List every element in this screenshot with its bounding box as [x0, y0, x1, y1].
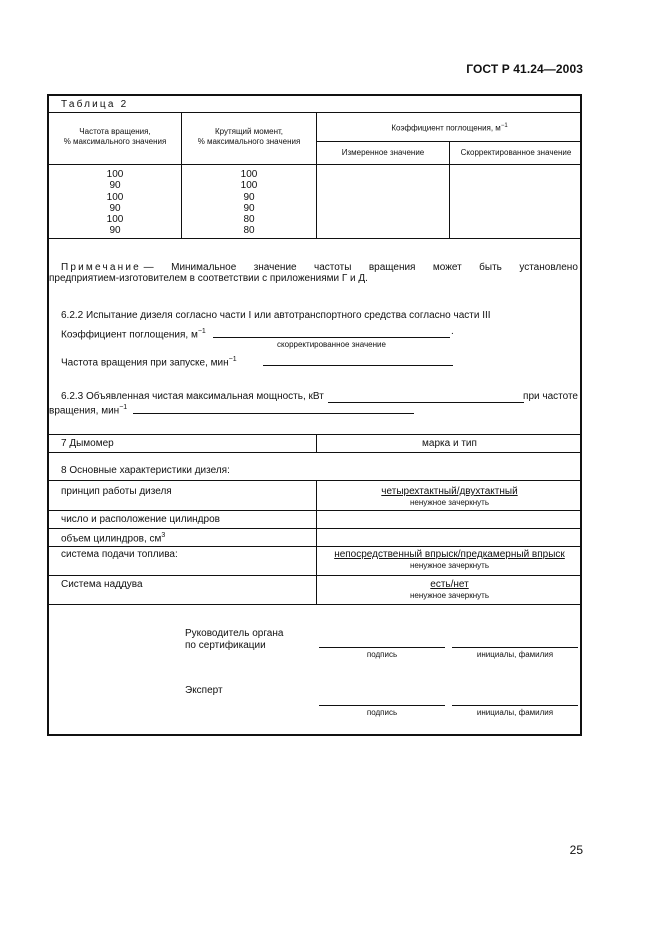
engine-row-label: число и расположение цилиндров [61, 514, 220, 525]
expert-signature-line[interactable] [319, 705, 445, 706]
note-line2: предприятием-изготовителем в соответствии с приложениями Г и Д. [49, 273, 368, 284]
table-title: Таблица 2 [61, 99, 129, 110]
divider [49, 112, 580, 113]
engine-row-caption: ненужное зачеркнуть [409, 561, 490, 570]
engine-row-label: объем цилиндров, $см^3$ [61, 532, 166, 545]
engine-row-caption: ненужное зачеркнуть [409, 498, 490, 507]
table-cell: 100 [240, 180, 258, 192]
divider [49, 510, 580, 511]
table-cell: 100 [240, 169, 258, 180]
engine-row-value[interactable]: четырехтактный/двухтактный [381, 486, 518, 497]
speed-values [49, 169, 181, 237]
start-speed-input-line[interactable] [263, 365, 453, 366]
engine-heading: 8 Основные характеристики дизеля: [61, 465, 230, 476]
expert-label: Эксперт [185, 685, 223, 696]
table-cell: 100 [106, 169, 124, 180]
table-cell: 90 [243, 202, 255, 214]
table-cell: 80 [243, 214, 255, 226]
table-cell: 90 [109, 225, 121, 237]
power-speed-input-line[interactable] [133, 413, 414, 414]
divider [49, 528, 580, 529]
table-cell: 80 [243, 225, 255, 237]
engine-row-label: Система наддува [61, 579, 143, 590]
divider [49, 546, 580, 547]
note-line1: Примечание — Минимальное значение частоты вращения может быть установлено [61, 262, 578, 273]
divider [49, 434, 580, 435]
engine-row-label: принцип работы дизеля [61, 486, 172, 497]
head-label: Руководитель органа по сертификации [185, 628, 284, 651]
table-cell: 100 [106, 191, 124, 203]
section-623-line1: 6.2.3 Объявленная чистая максимальная мощность, кВт [61, 391, 324, 402]
col-corrected-header: Скорректированное значение [460, 148, 572, 157]
coef-label: Коэффициент поглощения, $м^{-1}$ [61, 328, 206, 341]
engine-row-label: система подачи топлива: [61, 549, 178, 560]
engine-row-value[interactable]: есть/нет [430, 579, 469, 590]
document-code: ГОСТ Р 41.24—2003 [466, 62, 583, 76]
name-caption: инициалы, фамилия [476, 708, 554, 717]
table-cell: 90 [109, 180, 121, 192]
col-torque-header: Крутящий момент, % максимального значения [197, 127, 301, 146]
table-cell: 90 [109, 202, 121, 214]
col-measured-header: Измеренное значение [341, 148, 425, 157]
signature-caption: подпись [366, 650, 398, 659]
section-623-tail: при частоте [523, 391, 578, 402]
divider [49, 452, 580, 453]
section-623-line2: вращения, мин$^{-1}$ [49, 404, 128, 417]
power-input-line[interactable] [328, 402, 524, 403]
smoke-meter-value: марка и тип [422, 438, 477, 449]
coef-caption: скорректированное значение [277, 340, 386, 349]
section-622-heading: 6.2.2 Испытание дизеля согласно части I или автотранспортного средства согласно части III [61, 310, 491, 321]
engine-row-value[interactable]: непосредственный впрыск/предкамерный впрыск [334, 549, 565, 560]
coef-period: . [451, 326, 454, 337]
table-cell: 100 [106, 214, 124, 226]
divider [49, 164, 580, 165]
col-absorption-header: Коэффициент поглощения, $м^{-1}$ [391, 123, 508, 133]
coef-input-line[interactable] [213, 337, 450, 338]
divider [49, 575, 580, 576]
divider [316, 141, 580, 142]
divider [49, 604, 580, 605]
smoke-meter-label: 7 Дымомер [61, 438, 114, 449]
col-speed-header: Частота вращения, % максимального значения [63, 127, 167, 146]
divider [49, 480, 580, 481]
page-number: 25 [569, 843, 583, 857]
expert-name-line[interactable] [452, 705, 578, 706]
start-speed-label: Частота вращения при запуске, мин$^{-1}$ [61, 356, 237, 369]
head-signature-line[interactable] [319, 647, 445, 648]
table-cell: 90 [243, 191, 255, 203]
form-frame [47, 94, 582, 736]
divider [49, 238, 580, 239]
head-name-line[interactable] [452, 647, 578, 648]
name-caption: инициалы, фамилия [476, 650, 554, 659]
engine-row-caption: ненужное зачеркнуть [409, 591, 490, 600]
torque-values [182, 169, 316, 237]
signature-caption: подпись [366, 708, 398, 717]
